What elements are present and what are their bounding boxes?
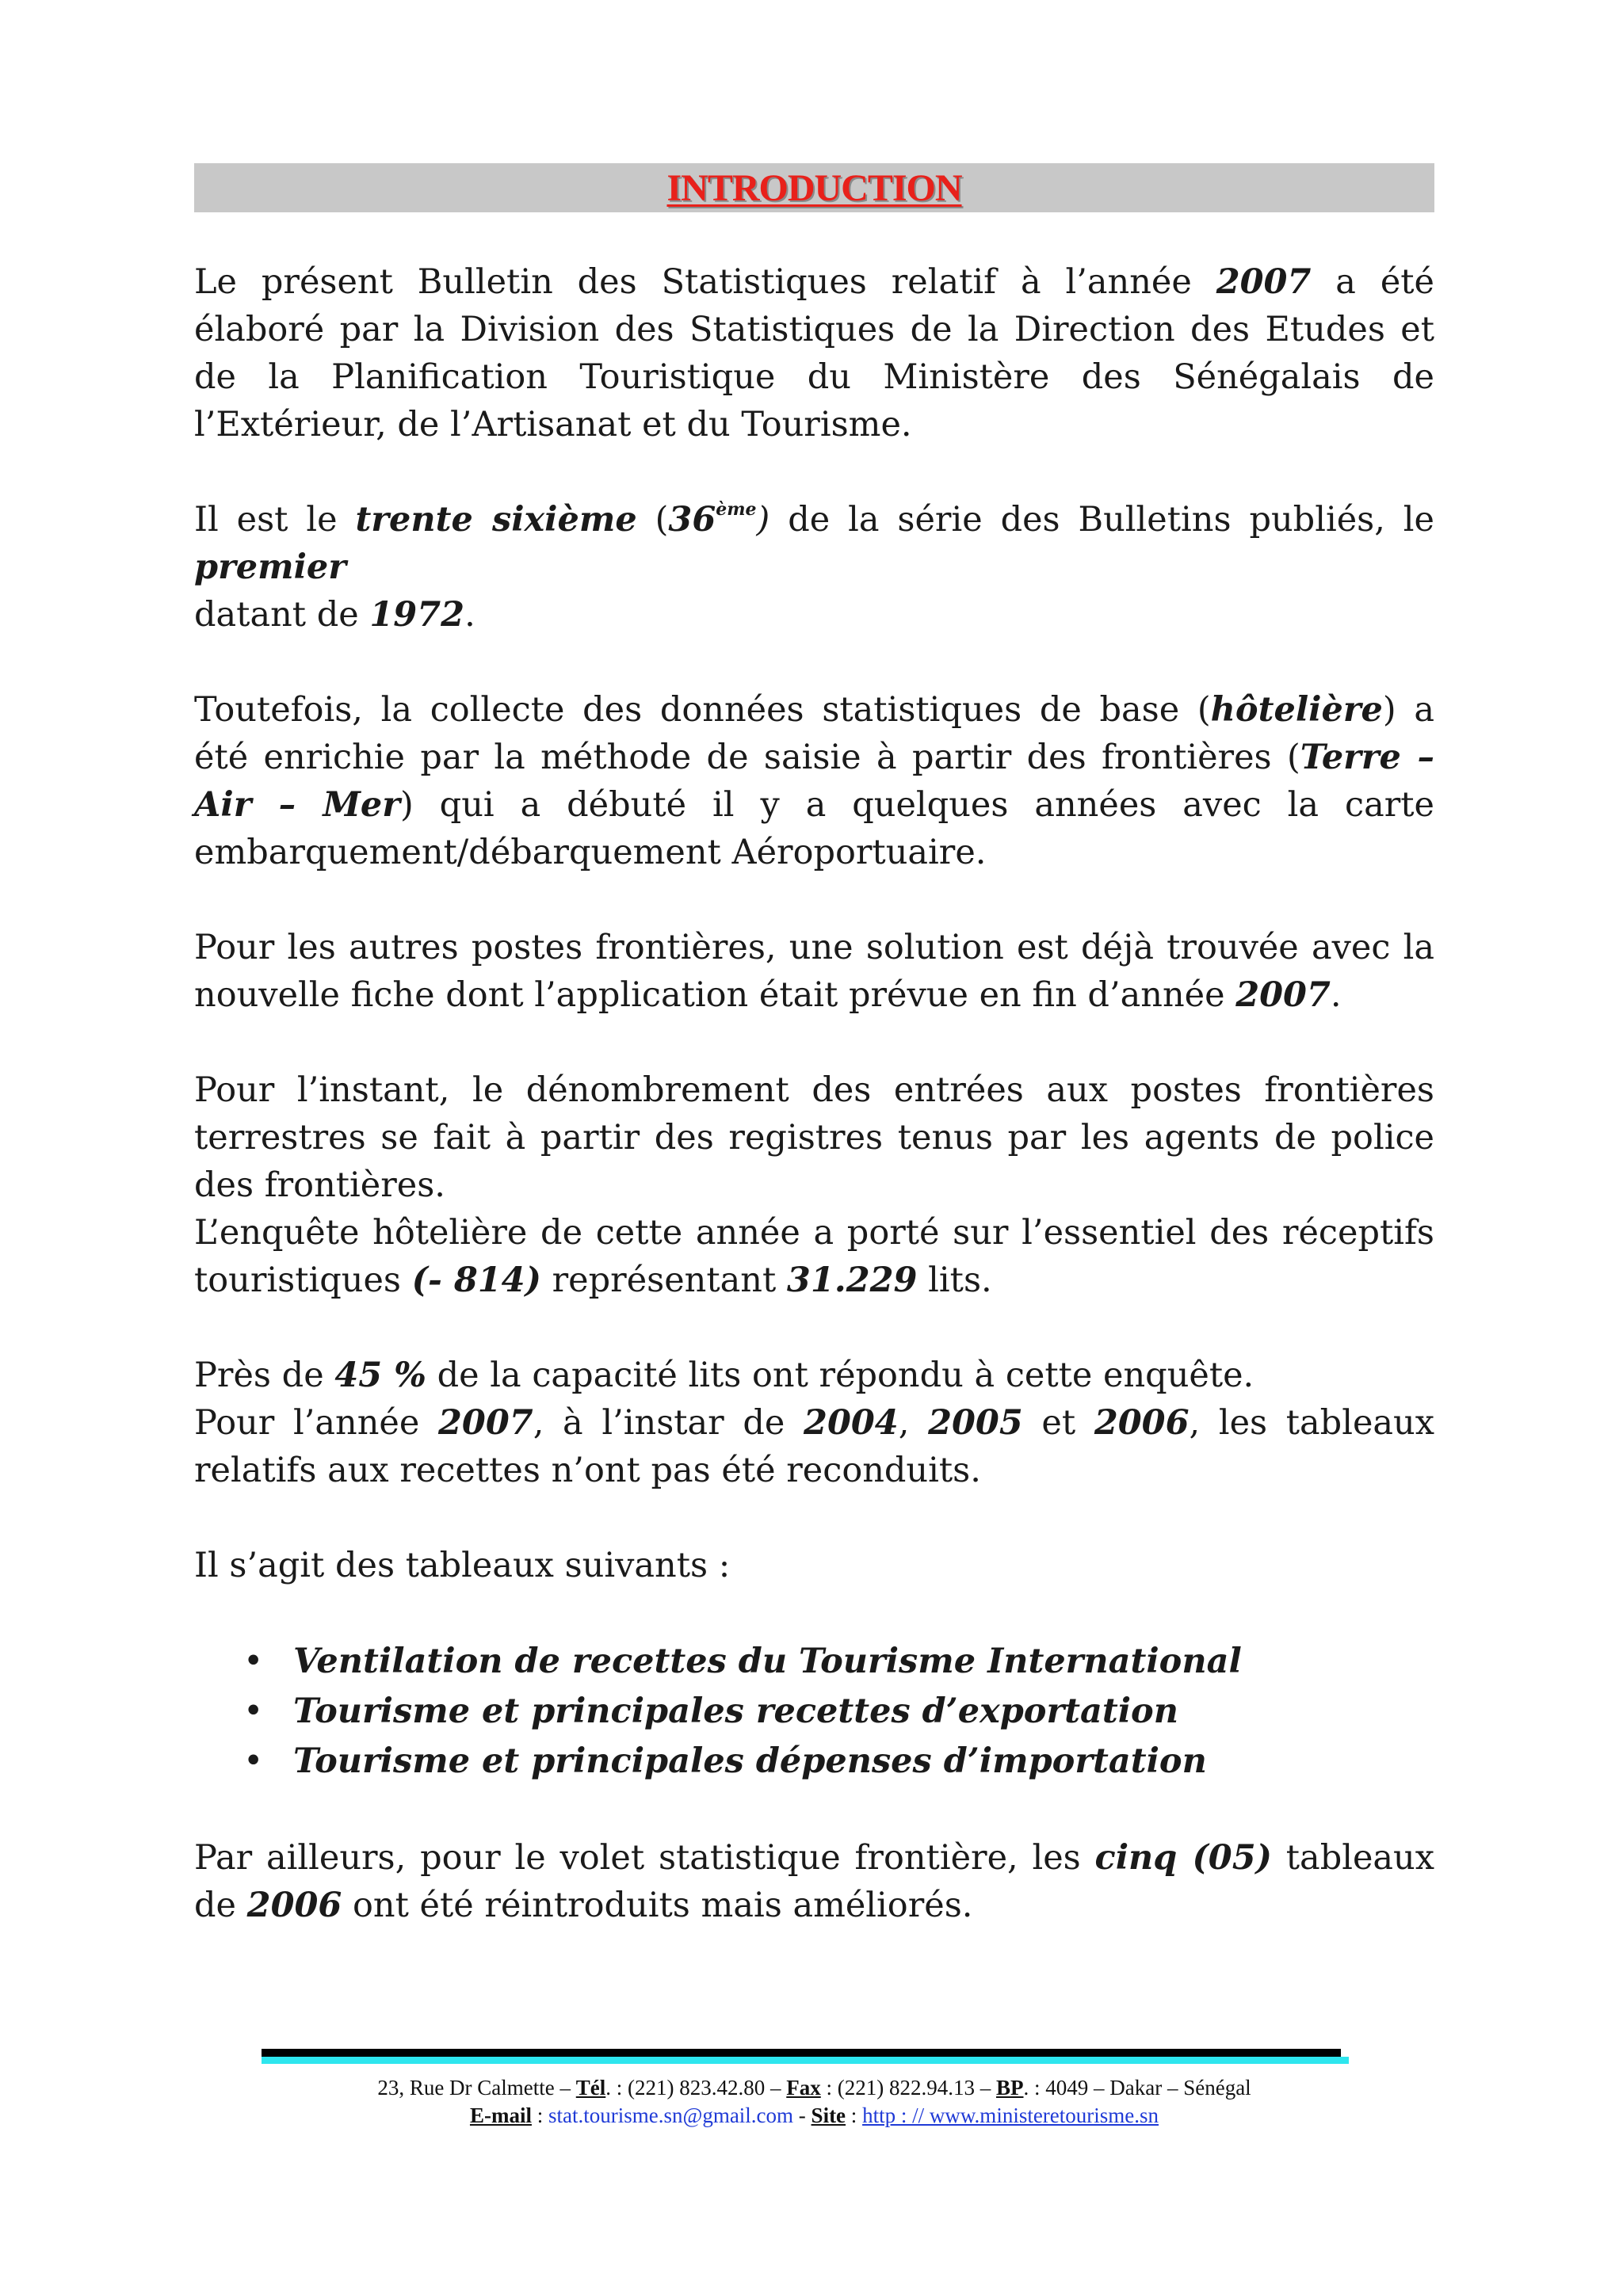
bullet-icon: • <box>243 1642 264 1681</box>
footer-web: E-mail : stat.tourisme.sn@gmail.com - Site : http : // www.ministeretourisme.sn <box>469 2103 1159 2127</box>
paragraph-8: Pour l’année 2007, à l’instar de 2004, 2005 et 2006, les tableaux relatifs aux recettes n’ont pas été reconduits. <box>194 1403 1434 1490</box>
paragraph-3: Toutefois, la collecte des données statistiques de base (hôtelière) a été enrichie par la méthode de saisie à partir des frontières (Terre – Air – Mer) qui a débuté il y a quelques années avec la carte embarquement/débarquement Aéroportuaire. <box>194 690 1435 872</box>
list-item: • Tourisme et principales dépenses d’importation <box>194 1737 1434 1787</box>
email-label: E-mail <box>469 2103 532 2127</box>
paragraph-9: Il s’agit des tableaux suivants : <box>194 1546 731 1585</box>
paragraph-7: Près de 45 % de la capacité lits ont répondu à cette enquête. <box>194 1356 1254 1395</box>
paragraph-4: Pour les autres postes frontières, une solution est déjà trouvée avec la nouvelle fiche dont l’application était prévue en fin d’année 2007. <box>194 928 1434 1015</box>
footer-divider-black <box>262 2049 1341 2057</box>
document-body <box>194 258 1434 1929</box>
paragraph-10: Par ailleurs, pour le volet statistique frontière, les cinq (05) tableaux de 2006 ont été réintroduits mais améliorés. <box>194 1838 1435 1925</box>
site-link[interactable]: http : // www.ministeretourisme.sn <box>862 2103 1159 2127</box>
paragraph-1: Le présent Bulletin des Statistiques relatif à l’année 2007 a été élaboré par la Division des Statistiques de la Direction des Etudes et de la Planification Touristique du Ministère des Sénégalais de l’Extérieur, de l’Artisanat et du Tourisme. <box>194 262 1434 444</box>
footer-divider-cyan <box>262 2057 1349 2064</box>
paragraph-2b: datant de 1972. <box>194 595 475 635</box>
paragraph-2: Il est le trente sixième (36ème) de la série des Bulletins publiés, le premier <box>194 499 1434 587</box>
tables-list <box>194 1637 1434 1787</box>
site-label: Site <box>811 2103 846 2127</box>
paragraph-5: Pour l’instant, le dénombrement des entrées aux postes frontières terrestres se fait à partir des registres tenus par les agents de police des frontières. <box>194 1070 1434 1205</box>
paragraph-6: L’enquête hôtelière de cette année a porté sur l’essentiel des réceptifs touristiques (- 814) représentant 31.229 lits. <box>194 1213 1434 1300</box>
page-title: INTRODUCTION <box>666 166 962 209</box>
footer-contact: 23, Rue Dr Calmette – Tél. : (221) 823.42.80 – Fax : (221) 822.94.13 – BP. : 4049 – Dakar – Sénégal <box>377 2076 1251 2100</box>
email-link[interactable]: stat.tourisme.sn@gmail.com <box>548 2103 794 2127</box>
list-item: • Tourisme et principales recettes d’exportation <box>194 1687 1434 1737</box>
bullet-icon: • <box>243 1741 264 1781</box>
bullet-icon: • <box>243 1691 264 1731</box>
title-banner <box>194 163 1434 212</box>
list-item: • Ventilation de recettes du Tourisme International <box>194 1637 1434 1687</box>
